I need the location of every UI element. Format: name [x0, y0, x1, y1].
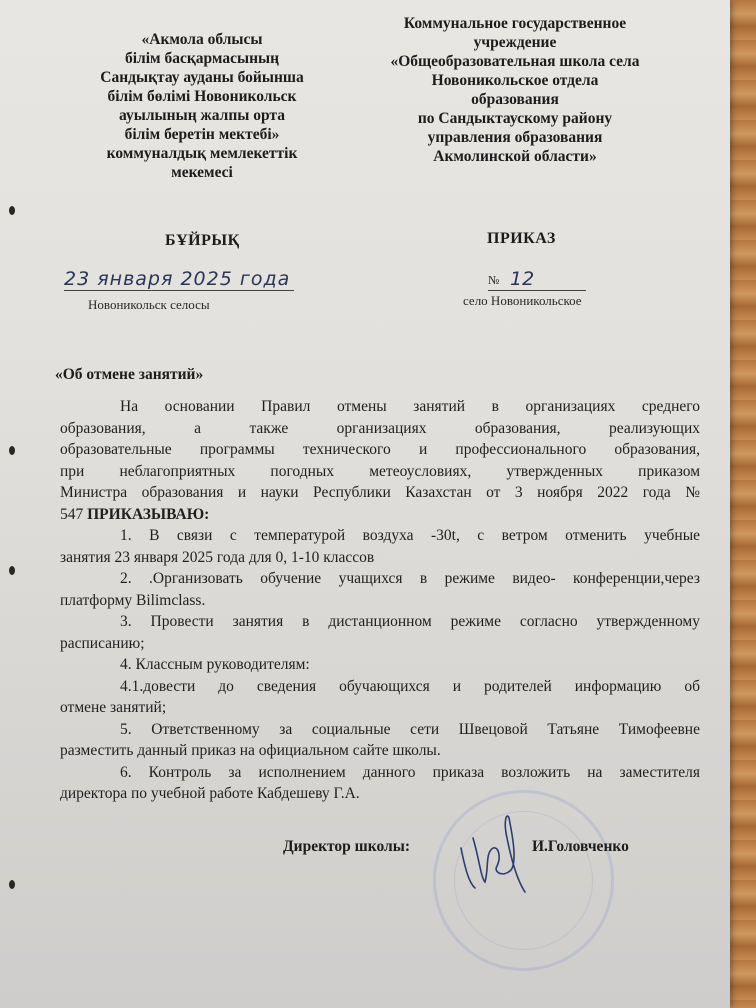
punch-hole — [9, 880, 15, 889]
item-line: занятия 23 января 2025 года для 0, 1-10 классов — [60, 548, 375, 566]
law-number: 547 — [60, 505, 84, 523]
handwritten-order-number: 12 — [510, 268, 535, 290]
header-line: білім беретін мектебі» — [124, 126, 280, 143]
signature-title: Директор школы: — [283, 838, 410, 855]
signature-name: И.Головченко — [532, 838, 629, 855]
preamble-line: образовательные программы технического и профессионального образования, — [60, 441, 700, 458]
item-line: 6. Контроль за исполнением данного приказа возложить на заместителя — [120, 763, 700, 781]
preamble-line: Министра образования и науки Республики Казахстан от 3 ноября 2022 года № — [60, 484, 700, 501]
header-line: «Акмола облысы — [141, 31, 263, 48]
place-russian: село Новоникольское — [463, 293, 582, 308]
preamble-closing — [60, 504, 700, 526]
doc-type-russian: ПРИКАЗ — [487, 230, 556, 247]
item-line: 2. .Организовать обучение учащихся в режиме видео- конференции,через — [120, 570, 700, 587]
header-line: Сандықтау ауданы бойынша — [100, 69, 304, 86]
punch-hole — [9, 566, 15, 575]
item-line: 4. Классным руководителям: — [120, 656, 310, 673]
header-line: образования — [471, 91, 559, 108]
header-line: ауылының жалпы орта — [119, 107, 285, 124]
item-line: разместить данный приказ на официальном сайте школы. — [60, 742, 441, 759]
preamble-line: при неблагоприятных погодных метеоусловиях, утвержденных приказом — [60, 462, 700, 480]
item-line: 5. Ответственному за социальные сети Швецовой Татьяне Тимофеевне — [120, 720, 700, 738]
preamble-line: На основании Правил отмены занятий в организациях среднего — [120, 398, 700, 415]
header-line: управления образования — [427, 129, 603, 146]
header-line: мекемесі — [171, 164, 233, 181]
preamble-line: образования, а также организациях образования, реализующих — [60, 419, 700, 437]
order-subject: «Об отмене занятий» — [55, 366, 204, 383]
handwritten-date: 23 января 2025 года — [64, 268, 294, 291]
order-body — [60, 396, 700, 805]
item-line: расписанию; — [60, 634, 145, 652]
item-line: 4.1.довести до сведения обучающихся и родителей информацию об — [120, 677, 700, 695]
header-line: «Общеобразовательная школа села — [390, 53, 640, 70]
header-line: Новоникольское отдела — [431, 72, 599, 89]
header-line: Акмолинской области» — [433, 148, 597, 165]
item-line: платформу Bilimclass. — [60, 591, 206, 609]
item-line: 1. В связи с температурой воздуха -30t, с ветром отменить учебные — [120, 527, 700, 544]
director-signature — [455, 808, 535, 898]
doc-type-kazakh: БҰЙРЫҚ — [165, 232, 240, 249]
item-line: директора по учебной работе Кабдешеву Г.А. — [60, 785, 360, 802]
header-line: Коммунальное государственное — [403, 15, 627, 32]
item-line: отмене занятий; — [60, 699, 167, 716]
header-line: учреждение — [473, 34, 557, 51]
punch-hole — [9, 446, 15, 455]
header-russian-institution — [360, 14, 670, 166]
header-kazakh-institution — [62, 30, 342, 182]
header-line: білім басқармасының — [124, 50, 280, 67]
punch-hole — [9, 206, 15, 215]
order-keyword: ПРИКАЗЫВАЮ: — [87, 505, 210, 523]
order-number-field — [488, 268, 586, 291]
place-kazakh: Новоникольск селосы — [88, 297, 210, 312]
header-line: коммуналдық мемлекеттік — [106, 145, 298, 162]
header-line: по Сандыктаускому району — [417, 110, 613, 127]
header-line: білім бөлімі Новоникольск — [107, 88, 297, 105]
number-label: № — [488, 273, 500, 287]
item-line: 3. Провести занятия в дистанционном режиме согласно утвержденному — [120, 613, 700, 630]
